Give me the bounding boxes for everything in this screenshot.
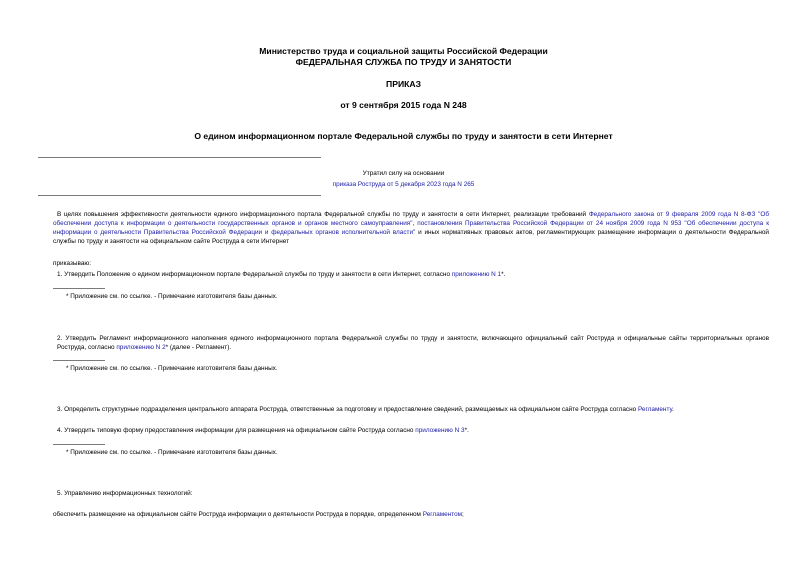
order-word: приказываю: xyxy=(53,260,91,267)
footnote-divider-3 xyxy=(53,444,105,445)
status-line: Утратил силу на основании xyxy=(362,170,445,177)
service-name: ФЕДЕРАЛЬНАЯ СЛУЖБА ПО ТРУДУ И ЗАНЯТОСТИ xyxy=(295,57,512,67)
item-4-tail: *. xyxy=(464,427,469,434)
item-1-tail: *. xyxy=(501,271,506,278)
appendix-2-link[interactable]: приложению N 2 xyxy=(116,344,166,351)
item-3-text: 3. Определить структурные подразделения центрального аппарата Роструда, ответственные за подготовку и предоставление сведений, размещаемых на официальном сайте Роструда согласно xyxy=(57,406,638,413)
order-item-4 xyxy=(57,426,769,435)
doc-date: от 9 сентября 2015 года N 248 xyxy=(340,100,467,110)
appendix-3-link[interactable]: приложению N 3 xyxy=(415,427,465,434)
order-item-2 xyxy=(57,334,769,352)
preamble-text-2: , xyxy=(412,220,418,227)
doc-title: О едином информационном портале Федеральной службы по труду и занятости в сети Интернет xyxy=(194,131,613,141)
preamble-text-3: и иных нормативных правовых актов, регламентирующих размещение информации о деятельности Федеральной службы по труду и занятости на официальном сайте Роструда в сети Интернет xyxy=(53,229,770,245)
item-2-text: 2. Утвердить Регламент информационного наполнения единого информационного портала Федеральной службы по труду и занятости, включающего официальный сайт Роструда и официальные сайты территориальных органов Роструда, согласно xyxy=(57,335,769,351)
order-item-3 xyxy=(57,405,769,414)
item-2-tail: * (далее - Регламент). xyxy=(165,344,232,351)
preamble-text-1: В целях повышения эффективности деятельности единого информационного портала Федеральной службы по труду и занятости в сети Интернет, реализации требований xyxy=(57,211,589,218)
government-decree-link[interactable]: постановления Правительства Российской Федерации от 24 ноября 2009 года N 953 "Об обеспечении доступа к информации о деятельности Правительства Российской Федерации и федеральных органов исполнительной власти" xyxy=(53,220,769,236)
order-item-1 xyxy=(57,270,769,279)
appendix-1-link[interactable]: приложению N 1 xyxy=(451,271,502,278)
footnote-1: * Приложение см. по ссылке. - Примечание изготовителя базы данных. xyxy=(66,293,278,300)
doc-type: ПРИКАЗ xyxy=(386,79,421,89)
item-1-text: 1. Утвердить Положение о едином информационном портале Федеральной службы по труду и занятости в сети Интернет, согласно xyxy=(57,271,452,278)
order-item-5-subitem xyxy=(53,510,769,519)
regulation-link[interactable]: Регламенту xyxy=(637,406,672,413)
footnote-2: * Приложение см. по ссылке. - Примечание изготовителя базы данных. xyxy=(66,365,278,372)
footnote-divider-2 xyxy=(53,360,105,361)
preamble-paragraph xyxy=(53,210,769,246)
item-5a-tail: ; xyxy=(462,511,464,518)
item-4-text: 4. Утвердить типовую форму предоставления информации для размещения на официальном сайте Роструда согласно xyxy=(57,427,416,434)
divider-top xyxy=(38,157,321,158)
item-3-tail: . xyxy=(672,406,674,413)
order-item-5: 5. Управлению информационных технологий: xyxy=(57,490,193,497)
ministry-name: Министерство труда и социальной защиты Российской Федерации xyxy=(259,46,548,56)
item-5a-text: обеспечить размещение на официальном сайте Роструда информации о деятельности Роструда в порядке, определенном xyxy=(53,511,423,518)
footnote-divider-1 xyxy=(53,288,105,289)
repeal-order-link[interactable]: приказа Роструда от 5 декабря 2023 года N 265 xyxy=(332,181,475,188)
footnote-3: * Приложение см. по ссылке. - Примечание изготовителя базы данных. xyxy=(66,449,278,456)
regulation-link-2[interactable]: Регламентом xyxy=(422,511,463,518)
divider-bottom xyxy=(38,195,321,196)
federal-law-link[interactable]: Федерального закона от 9 февраля 2009 года N 8-ФЗ "Об обеспечении доступа к информации о деятельности государственных органов и органов местного самоуправления" xyxy=(53,211,769,227)
